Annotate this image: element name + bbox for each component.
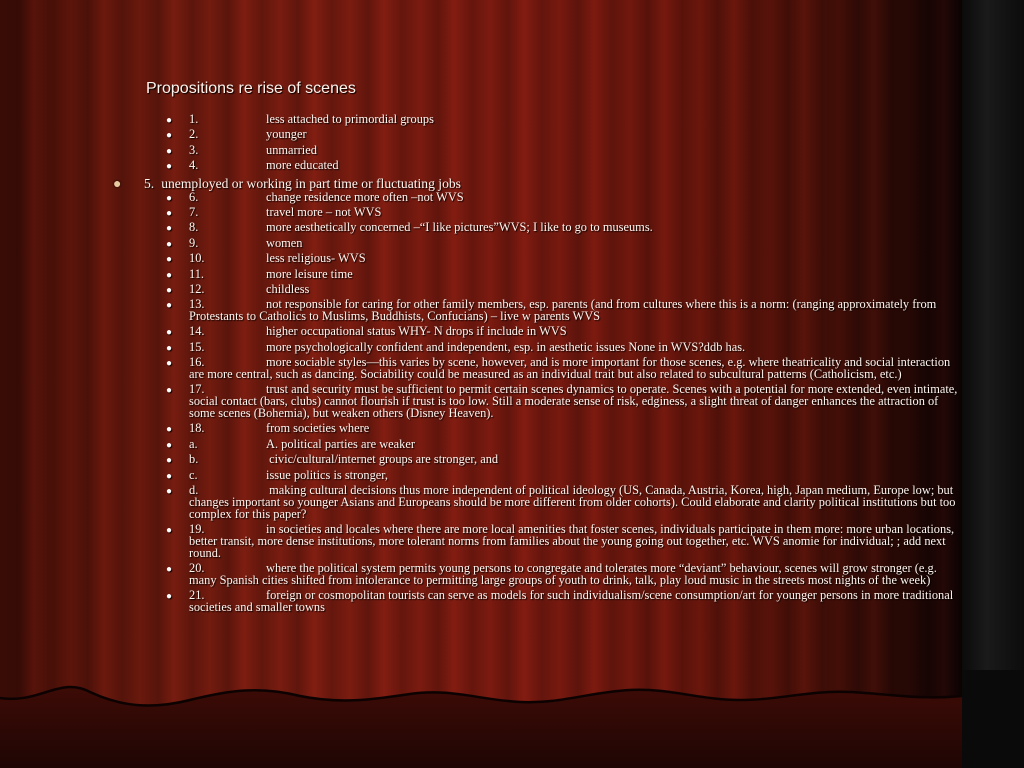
bullet-icon: ● xyxy=(166,238,173,250)
bullet-icon: ● xyxy=(166,385,173,397)
bullet-icon: ● xyxy=(166,486,173,497)
bullet-icon: ● xyxy=(166,284,173,296)
item-text: civic/cultural/internet groups are stronger, and xyxy=(266,452,499,467)
item-number: 7. xyxy=(189,204,199,219)
bullet-icon: ● xyxy=(166,161,173,173)
list-item xyxy=(0,253,964,265)
bullet-icon: ● xyxy=(166,342,173,354)
bullet-icon: ● xyxy=(166,115,173,126)
bullet-icon: ● xyxy=(113,176,122,192)
item-number: 21. xyxy=(189,588,205,603)
item-text: women xyxy=(266,235,303,250)
list-item xyxy=(0,204,964,219)
item-text: trust and security must be sufficient to permit certain scenes dynamics to operate. Scenes with a potential for more extended, even intimate, social contact (bars, clubs) cannot flourish if trust is too low. Still a moderate sense of risk, edginess, a slight threat of danger enhances the attraction of some scenes (Bohemia), but weaken others (Disney Heaven). xyxy=(189,382,958,421)
list-item xyxy=(0,423,964,435)
list-item xyxy=(0,235,964,250)
list-item xyxy=(0,129,964,141)
list-item xyxy=(0,299,964,323)
item-number: 6. xyxy=(189,189,199,204)
item-text: less religious- WVS xyxy=(266,251,366,266)
item-number: 2. xyxy=(189,127,199,142)
list-item xyxy=(0,266,964,281)
list-item xyxy=(0,560,964,587)
bullet-icon: ● xyxy=(166,563,173,575)
item-text: unmarried xyxy=(266,142,317,157)
bullet-icon: ● xyxy=(166,300,173,312)
bullet-icon: ● xyxy=(166,269,173,281)
list-item xyxy=(0,281,964,296)
item-text: less attached to primordial groups xyxy=(266,112,434,126)
bullet-icon: ● xyxy=(166,470,173,482)
list-item xyxy=(0,114,964,126)
item-text: A. political parties are weaker xyxy=(266,436,415,451)
item-text: more sociable styles—this varies by scene, however, and is more important for those scenes, e.g. where theatricality and social interaction are more central, such as dancing. Sociability could be measured as an individual trait but also related to subcultural patterns (Catholicism, etc.) xyxy=(189,355,951,382)
list-item xyxy=(0,467,964,482)
item-number: 5. xyxy=(144,175,155,191)
bullet-icon: ● xyxy=(166,192,173,204)
proposition-list xyxy=(0,114,1024,617)
list-item xyxy=(0,339,964,354)
item-text: change residence more often –not WVS xyxy=(266,189,464,204)
item-number: 15. xyxy=(189,339,205,354)
item-text: more educated xyxy=(266,158,339,173)
list-item xyxy=(0,485,964,520)
list-item xyxy=(0,436,964,451)
bullet-icon: ● xyxy=(166,524,173,536)
bullet-icon: ● xyxy=(166,424,173,436)
item-text: more psychologically confident and independent, esp. in aesthetic issues None in WVS?ddb has. xyxy=(266,339,746,354)
bullet-icon: ● xyxy=(166,254,173,266)
item-number: 20. xyxy=(189,560,205,575)
item-text: issue politics is stronger, xyxy=(266,467,389,482)
list-item xyxy=(0,454,964,466)
bullet-icon: ● xyxy=(166,145,173,157)
list-item xyxy=(0,326,964,338)
item-text: where the political system permits young persons to congregate and tolerates more “deviant” behaviour, scenes will grow stronger (e.g. many Spanish cities shifted from intolerance to permitting large groups of youth to drink, talk, play loud music in the streets most nights of the week) xyxy=(189,560,937,587)
bullet-icon: ● xyxy=(166,591,173,603)
item-text: from societies where xyxy=(266,421,370,436)
item-text: unemployed or working in part time or fluctuating jobs xyxy=(161,175,461,191)
slide-title: Propositions re rise of scenes xyxy=(146,80,356,97)
list-item xyxy=(0,189,964,204)
bullet-icon: ● xyxy=(166,130,173,142)
list-item xyxy=(0,176,964,191)
item-number: 9. xyxy=(189,235,199,250)
item-text: foreign or cosmopolitan tourists can serve as models for such individualism/scene consumption/art for younger persons in more traditional societies and smaller towns xyxy=(189,588,954,614)
bullet-icon: ● xyxy=(166,455,173,467)
item-number: 1. xyxy=(189,112,199,126)
item-text: not responsible for caring for other family members, esp. parents (and from cultures where this is a norm: (ranging approximately from Protestants to Catholics to Muslims, Buddhists, Confucians) – live w parents WVS xyxy=(189,297,937,324)
bullet-icon: ● xyxy=(166,358,173,370)
item-text: higher occupational status WHY- N drops if include in WVS xyxy=(266,324,567,339)
list-item xyxy=(0,384,964,419)
item-number: c. xyxy=(189,467,198,482)
item-text: childless xyxy=(266,281,310,296)
item-number: b. xyxy=(189,452,199,467)
item-number: 12. xyxy=(189,281,205,296)
item-number: 18. xyxy=(189,421,205,436)
list-item xyxy=(0,222,964,234)
item-text: making cultural decisions thus more independent of political ideology (US, Canada, Austria, Korea, high, Japan medium, Europe low; but changes important so younger Asians and Europeans should be more different from older cohorts). Could elaborate and clarity political institutions but too complex for this paper? xyxy=(189,483,956,521)
item-number: 10. xyxy=(189,251,205,266)
item-number: 8. xyxy=(189,220,199,235)
item-number: d. xyxy=(189,483,199,497)
item-number: 19. xyxy=(189,521,205,536)
item-text: more leisure time xyxy=(266,266,353,281)
bullet-icon: ● xyxy=(166,223,173,235)
item-number: 11. xyxy=(189,266,205,281)
item-number: 17. xyxy=(189,382,205,397)
item-number: 13. xyxy=(189,297,205,312)
item-number: 3. xyxy=(189,142,199,157)
item-number: 4. xyxy=(189,158,199,173)
bullet-icon: ● xyxy=(166,327,173,339)
item-text: younger xyxy=(266,127,307,142)
list-item xyxy=(0,142,964,157)
item-text: travel more – not WVS xyxy=(266,204,382,219)
list-item xyxy=(0,357,964,381)
item-number: 16. xyxy=(189,355,205,370)
bullet-icon: ● xyxy=(166,439,173,451)
list-item xyxy=(0,160,964,172)
item-text: more aesthetically concerned –“I like pictures”WVS; I like to go to museums. xyxy=(266,220,653,235)
item-text: in societies and locales where there are more local amenities that foster scenes, individuals participate in them more: more urban locations, better transit, more dense institutions, more tolerant norms from families about the young going out together, etc. WVS anomie for individual; ; add next round. xyxy=(189,521,955,560)
item-number: 14. xyxy=(189,324,205,339)
item-number: a. xyxy=(189,436,198,451)
curtain-bottom-fringe xyxy=(0,670,1024,768)
bullet-icon: ● xyxy=(166,207,173,219)
list-item xyxy=(0,590,964,614)
list-item xyxy=(0,521,964,560)
